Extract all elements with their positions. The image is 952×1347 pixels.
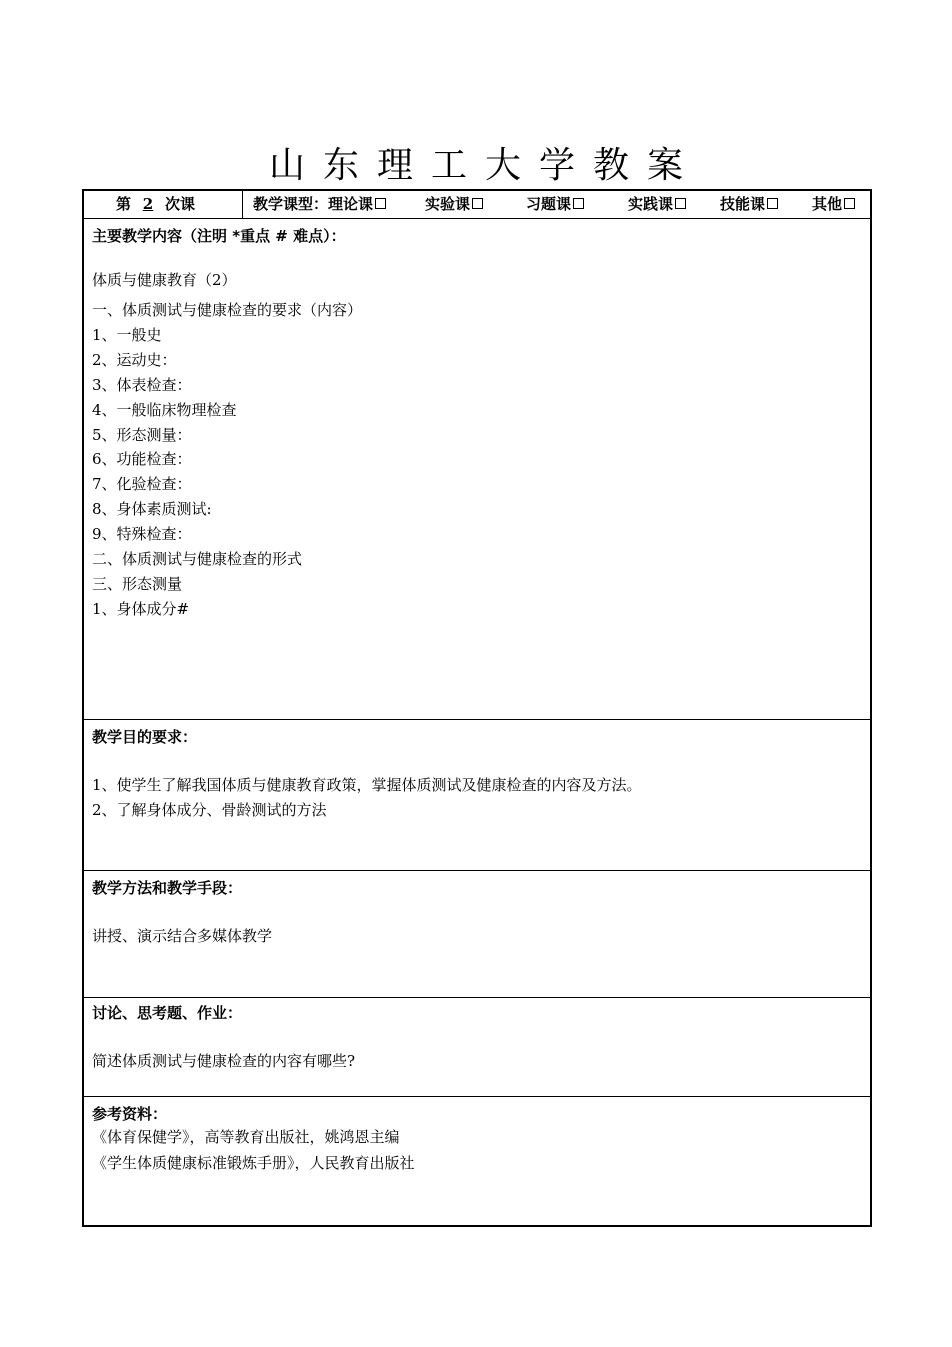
references-section: [84, 1097, 870, 1225]
checkbox-icon[interactable]: [675, 198, 686, 209]
main-content-line: 8、身体素质测试:: [92, 500, 212, 518]
main-content-line: 6、功能检查：: [92, 450, 192, 468]
discussion-heading: 讨论、思考题、作业：: [92, 1004, 243, 1022]
methods-heading: 教学方法和教学手段：: [92, 879, 243, 897]
objectives-section: [84, 720, 870, 871]
course-type-experiment[interactable]: [425, 191, 483, 218]
main-content-line: 体质与健康教育（2）: [92, 271, 237, 289]
discussion-section: [84, 998, 870, 1097]
main-content-line: 三、形态测量: [92, 575, 183, 593]
lesson-plan-table: [82, 189, 872, 1227]
references-line: 《学生体质健康标准锻炼手册》，人民教育出版社: [92, 1154, 415, 1172]
main-content-line: 1、一般史: [92, 326, 162, 344]
lesson-count-cell: [84, 191, 243, 218]
checkbox-icon[interactable]: [767, 198, 778, 209]
course-type-experiment-label: 实验课: [425, 195, 471, 213]
course-type-practice[interactable]: [628, 191, 686, 218]
objectives-line: 1、使学生了解我国体质与健康教育政策，掌握体质测试及健康检查的内容及方法。: [92, 776, 642, 794]
course-type-practice-label: 实践课: [628, 195, 674, 213]
course-type-exercise[interactable]: [526, 191, 584, 218]
main-content-line: 5、形态测量：: [92, 426, 192, 444]
main-content-line: 1、身体成分#: [92, 600, 190, 618]
course-type-other-label: 其他: [812, 195, 843, 213]
document-title: 山东理工大学教案: [268, 145, 701, 186]
lesson-suffix: 次课: [165, 195, 196, 213]
main-content-line: 9、特殊检查：: [92, 525, 192, 543]
lesson-prefix: 第: [116, 195, 132, 213]
main-content-heading: 主要教学内容（注明 *重点 # 难点）：: [92, 227, 346, 245]
main-content-section: [84, 219, 870, 720]
main-content-line: 3、体表检查：: [92, 376, 192, 394]
course-type-other[interactable]: [812, 191, 855, 218]
methods-section: [84, 871, 870, 998]
course-type-theory-label: 教学课型：理论课: [253, 195, 374, 213]
checkbox-icon[interactable]: [573, 198, 584, 209]
checkbox-icon[interactable]: [844, 198, 855, 209]
references-heading: 参考资料：: [92, 1105, 168, 1123]
main-content-line: 7、化验检查：: [92, 475, 192, 493]
objectives-line: 2、了解身体成分、骨龄测试的方法: [92, 801, 327, 819]
main-content-line: 2、运动史：: [92, 351, 177, 369]
course-type-skill-label: 技能课: [720, 195, 766, 213]
checkbox-icon[interactable]: [375, 198, 386, 209]
main-content-line: 一、体质测试与健康检查的要求（内容）: [92, 301, 363, 319]
checkbox-icon[interactable]: [472, 198, 483, 209]
discussion-line: 简述体质测试与健康检查的内容有哪些?: [92, 1052, 356, 1070]
methods-line: 讲授、演示结合多媒体教学: [92, 927, 273, 945]
course-type-theory[interactable]: [253, 191, 386, 218]
main-content-line: 4、一般临床物理检查: [92, 401, 237, 419]
lesson-number: 2: [142, 195, 154, 213]
course-type-exercise-label: 习题课: [526, 195, 572, 213]
references-line: 《体育保健学》，高等教育出版社，姚鸿恩主编: [92, 1128, 400, 1146]
main-content-line: 二、体质测试与健康检查的形式: [92, 550, 303, 568]
course-type-skill[interactable]: [720, 191, 778, 218]
header-row: [84, 191, 870, 219]
course-type-cell: [243, 191, 870, 218]
objectives-heading: 教学目的要求：: [92, 728, 198, 746]
